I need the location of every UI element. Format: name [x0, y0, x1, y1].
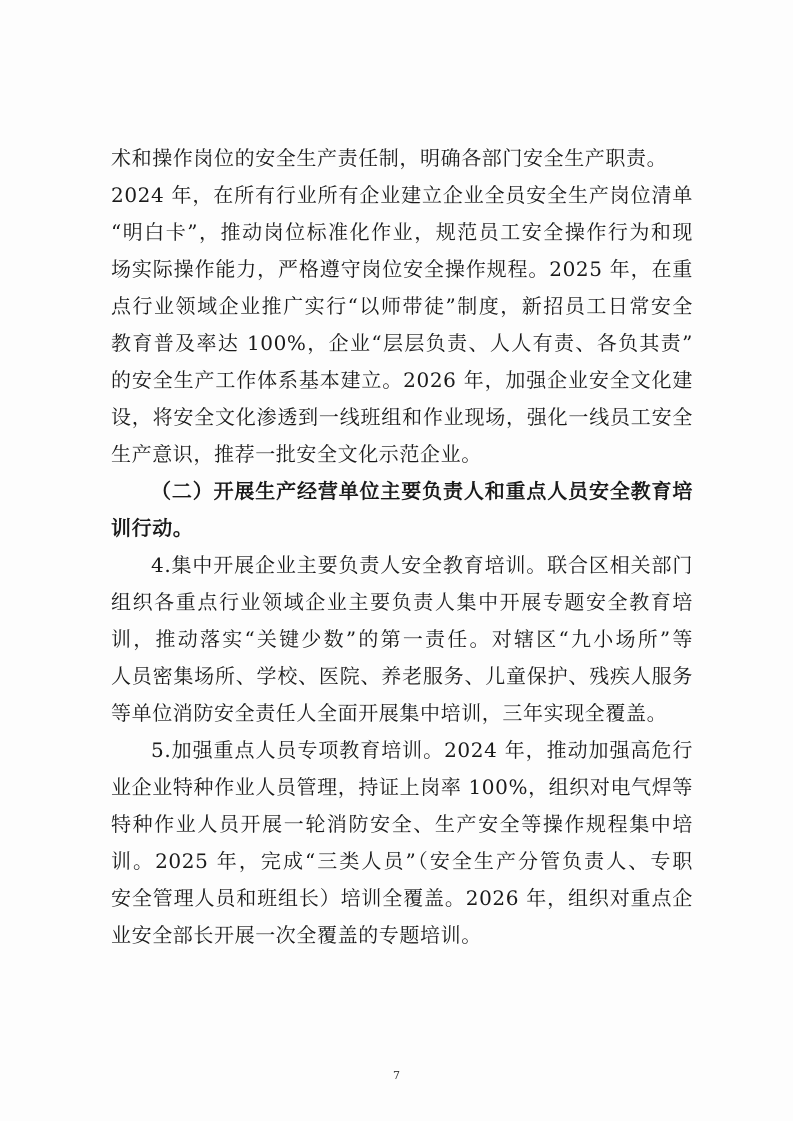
- document-body: [111, 148, 693, 962]
- text-line: 点行业领域企业推广实行“以师带徒”制度，新招员工日常安全: [111, 294, 693, 318]
- paragraph-start: 5.加强重点人员专项教育培训。2024 年，推动加强高危行: [151, 738, 693, 762]
- page-number: 7: [393, 1069, 400, 1082]
- text-line: 等单位消防安全责任人全面开展集中培训，三年实现全覆盖。: [111, 701, 668, 725]
- paragraph-start: 4.集中开展企业主要负责人安全教育培训。联合区相关部门: [151, 553, 693, 577]
- text-line: 教育普及率达 100%，企业“层层负责、人人有责、各负其责”: [111, 331, 693, 355]
- text-line: 场实际操作能力，严格遵守岗位安全操作规程。2025 年，在重: [111, 257, 693, 281]
- text-line: “明白卡”，推动岗位标准化作业，规范员工安全操作行为和现: [111, 220, 693, 244]
- text-line: 训，推动落实“关键少数”的第一责任。对辖区“九小场所”等: [111, 627, 693, 651]
- text-line: 训。2025 年，完成“三类人员”（安全生产分管负责人、专职: [111, 849, 693, 873]
- text-line: 生产意识，推荐一批安全文化示范企业。: [111, 442, 482, 466]
- text-line: 术和操作岗位的安全生产责任制，明确各部门安全生产职责。: [111, 146, 668, 170]
- text-line: 特种作业人员开展一轮消防安全、生产安全等操作规程集中培: [111, 812, 693, 836]
- section-heading: （二）开展生产经营单位主要负责人和重点人员安全教育培: [151, 479, 693, 503]
- section-heading-continued: 训行动。: [111, 516, 194, 540]
- text-line: 2024 年，在所有行业所有企业建立企业全员安全生产岗位清单: [111, 183, 693, 207]
- text-line: 安全管理人员和班组长）培训全覆盖。2026 年，组织对重点企: [111, 886, 693, 910]
- text-line: 业安全部长开展一次全覆盖的专题培训。: [111, 923, 482, 947]
- text-line: 的安全生产工作体系基本建立。2026 年，加强企业安全文化建: [111, 368, 693, 392]
- text-line: 组织各重点行业领域企业主要负责人集中开展专题安全教育培: [111, 590, 693, 614]
- text-line: 人员密集场所、学校、医院、养老服务、儿童保护、残疾人服务: [111, 664, 693, 688]
- text-line: 设，将安全文化渗透到一线班组和作业现场，强化一线员工安全: [111, 405, 693, 429]
- text-line: 业企业特种作业人员管理，持证上岗率 100%，组织对电气焊等: [111, 775, 693, 799]
